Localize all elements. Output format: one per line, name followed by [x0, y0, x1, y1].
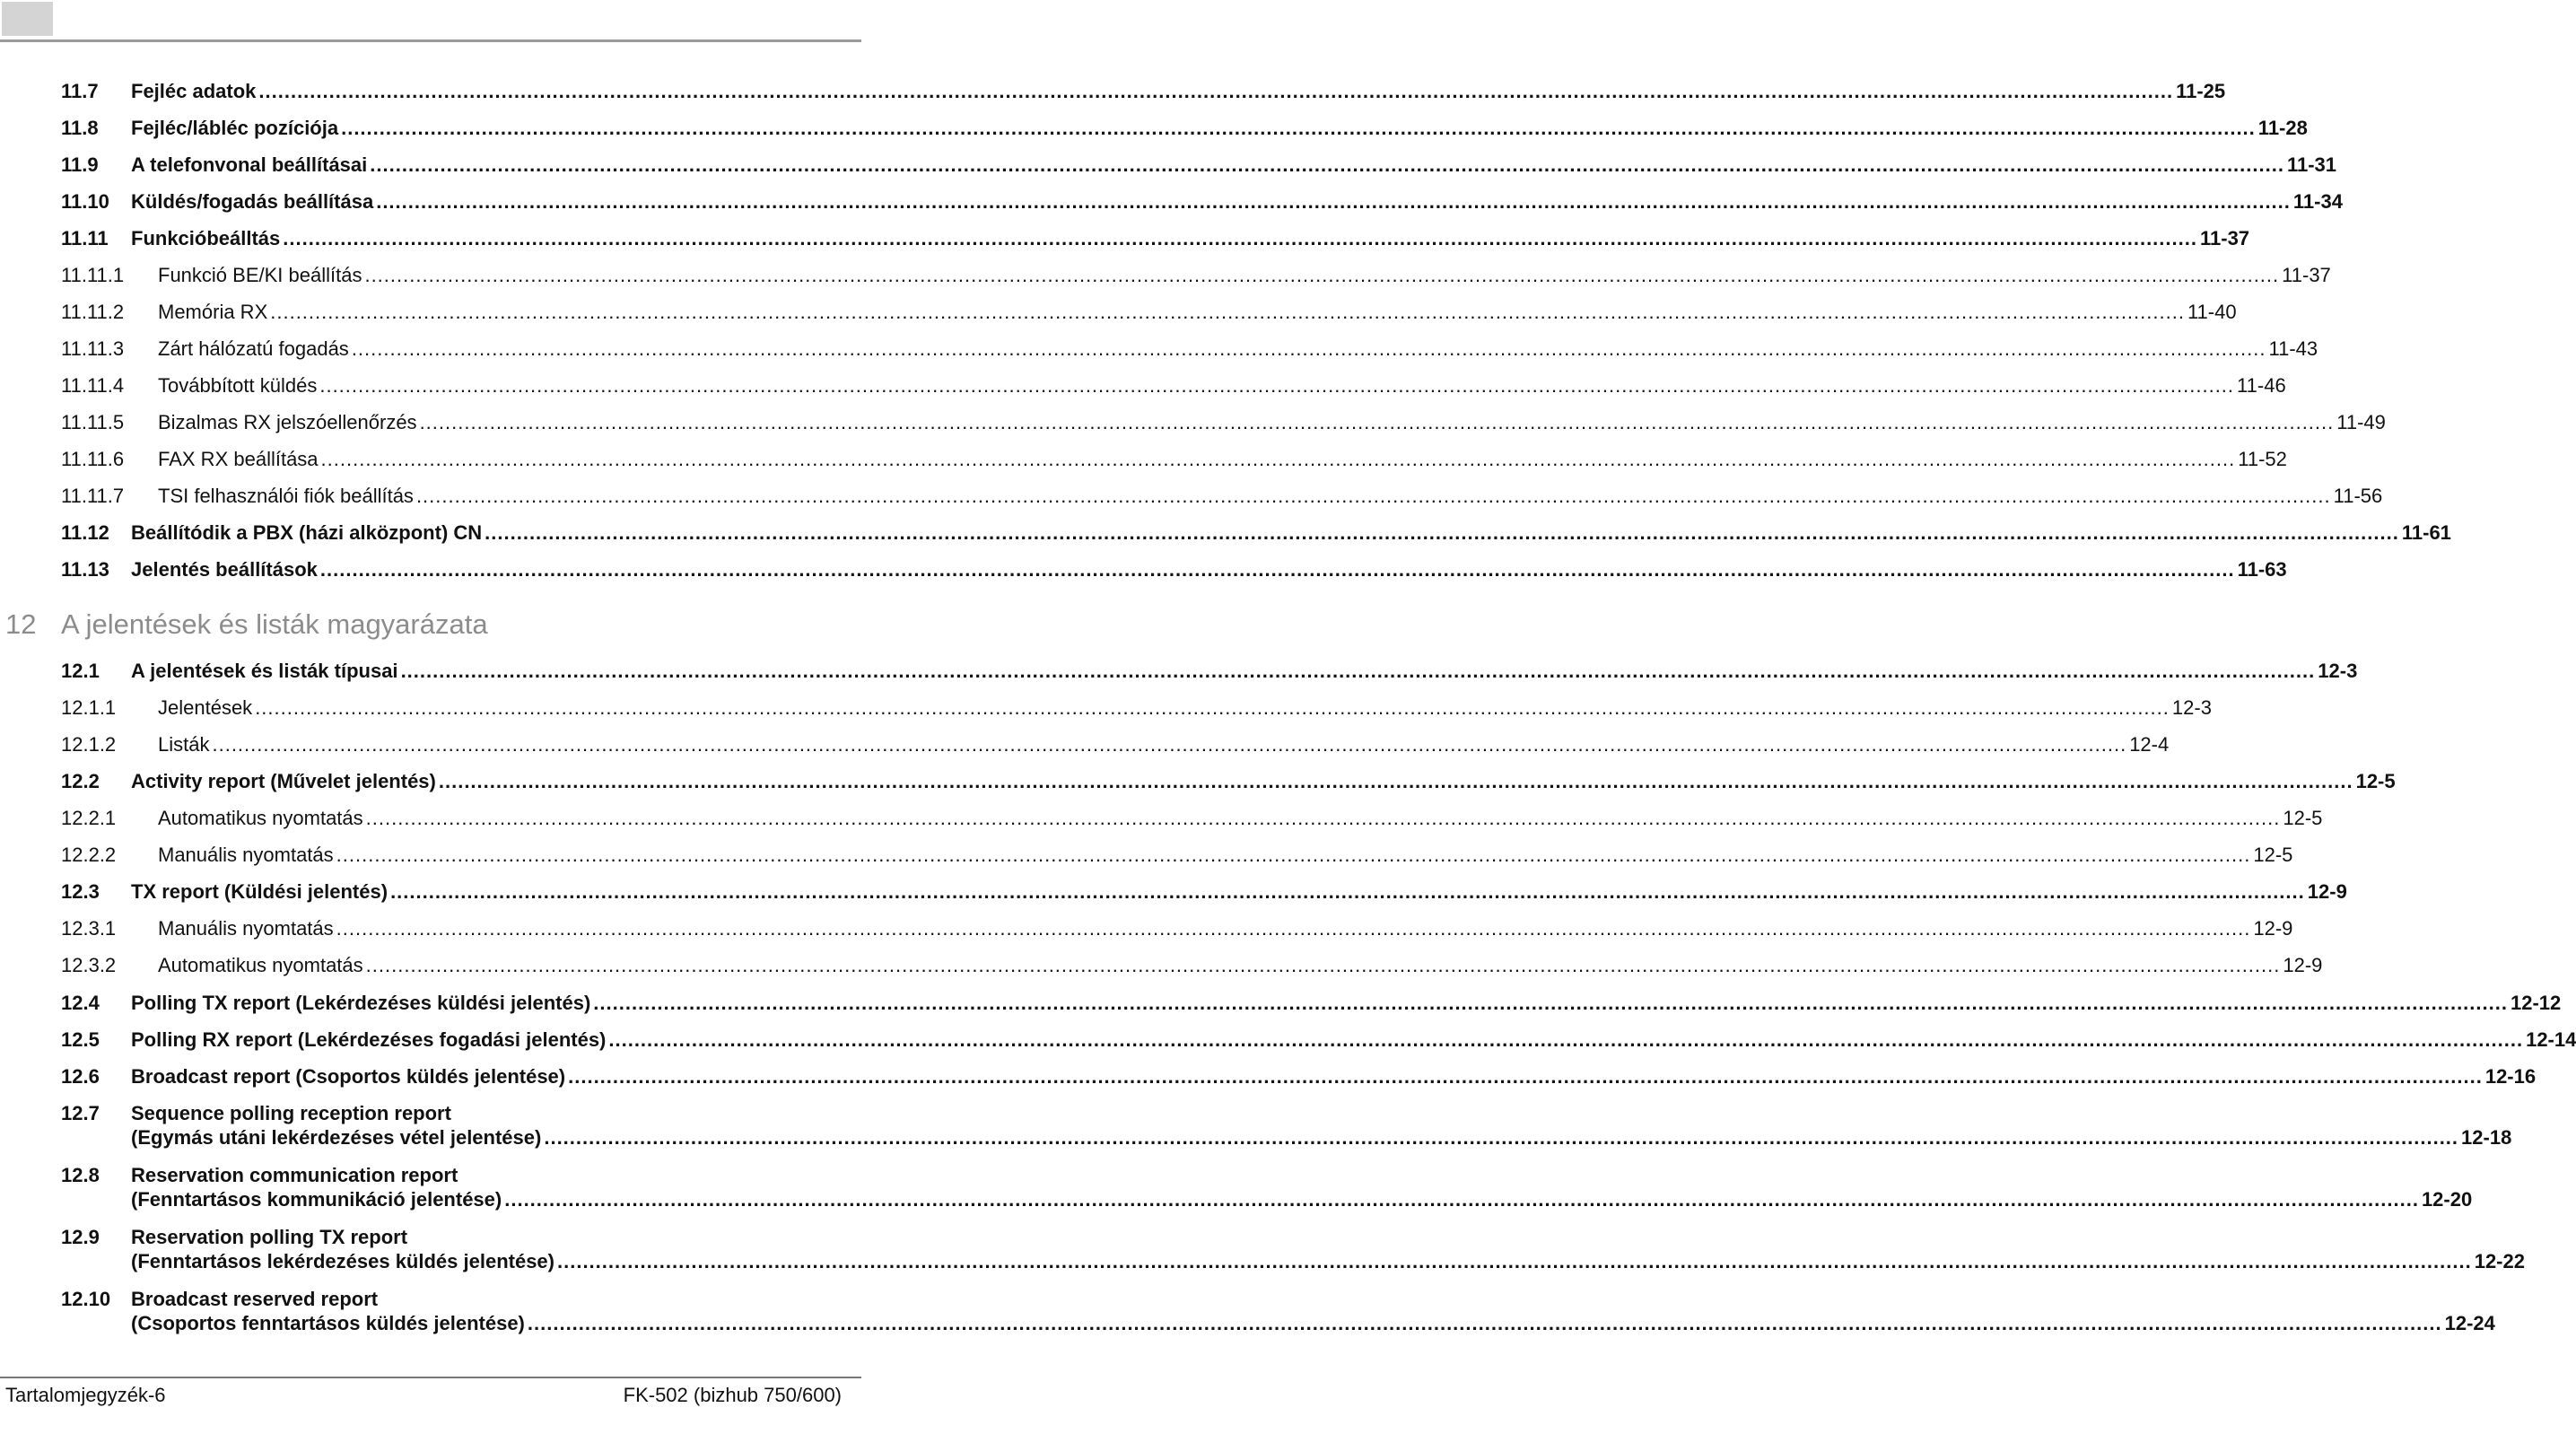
toc-number: 12.9 — [61, 1226, 100, 1248]
toc-page: 12-14 — [2526, 1028, 2576, 1051]
toc-number: 12.10 — [61, 1288, 111, 1310]
toc-entry-12-5[interactable] — [61, 1027, 2576, 1052]
corner-tab — [2, 2, 53, 36]
toc-page: 12-18 — [2461, 1126, 2512, 1149]
toc-entry-12-1-1[interactable] — [61, 695, 2212, 720]
toc-entry-11-12[interactable] — [61, 520, 2451, 545]
toc-page: 12-5 — [2283, 807, 2323, 829]
toc-entry-11-8[interactable] — [61, 116, 2308, 140]
toc-page: 11-52 — [2238, 448, 2287, 470]
toc-title: Funkcióbeálltás — [131, 227, 281, 249]
toc-number: 11.10 — [61, 190, 109, 213]
toc-number: 12.2 — [61, 770, 100, 792]
toc-page: 12-24 — [2444, 1312, 2495, 1334]
footer-page-label: Tartalomjegyzék-6 — [5, 1384, 166, 1406]
toc-leader: ............................................................................................................................................................................................................................................................................................................ — [504, 1188, 2419, 1211]
toc-leader: ............................................................................................................................................................................................................................................................................................................ — [320, 448, 2236, 470]
toc-page: 12-4 — [2129, 733, 2170, 756]
toc-leader: ............................................................................................................................................................................................................................................................................................................ — [212, 733, 2127, 756]
toc-leader: ............................................................................................................................................................................................................................................................................................................ — [365, 807, 2281, 829]
toc-entry-11-11-1[interactable] — [61, 263, 2331, 287]
toc-page: 11-40 — [2187, 301, 2237, 323]
toc-title: (Fenntartásos kommunikáció jelentése) — [131, 1188, 502, 1211]
toc-page: 12-9 — [2307, 880, 2347, 903]
toc-leader: ............................................................................................................................................................................................................................................................................................................ — [557, 1250, 2472, 1272]
toc-entry-12-3[interactable] — [61, 879, 2347, 904]
toc-page: 11-37 — [2282, 264, 2331, 286]
toc-number: 12.3.2 — [61, 954, 117, 976]
toc-title: Listák — [158, 733, 210, 756]
toc-title: FAX RX beállítása — [158, 448, 319, 470]
toc-leader: ............................................................................................................................................................................................................................................................................................................ — [336, 844, 2251, 866]
toc-number: 12.1.1 — [61, 696, 117, 719]
toc-title: Manuális nyomtatás — [158, 844, 334, 866]
footer-product-name: FK-502 (bizhub 750/600) — [623, 1384, 842, 1406]
toc-leader: ............................................................................................................................................................................................................................................................................................................ — [415, 485, 2331, 507]
toc-title: Memória RX — [158, 301, 268, 323]
toc-number: 12.6 — [61, 1065, 100, 1088]
toc-title: Zárt hálózatú fogadás — [158, 337, 349, 360]
toc-page: 11-49 — [2336, 411, 2386, 433]
toc-number: 12.3.1 — [61, 917, 117, 940]
chapter-number: 12 — [5, 608, 37, 640]
toc-title: Automatikus nyomtatás — [158, 954, 363, 976]
toc-page: 12-3 — [2171, 696, 2212, 719]
toc-number: 12.4 — [61, 992, 100, 1014]
toc-page: 11-63 — [2237, 558, 2287, 581]
toc-number: 11.7 — [61, 80, 99, 102]
toc-title: A jelentések és listák típusai — [131, 660, 398, 682]
toc-leader: ............................................................................................................................................................................................................................................................................................................ — [544, 1126, 2459, 1149]
toc-title-line1: Sequence polling reception report — [131, 1102, 451, 1124]
toc-leader: ............................................................................................................................................................................................................................................................................................................ — [365, 954, 2281, 976]
toc-page: 11-56 — [2333, 485, 2383, 507]
toc-number: 11.11.4 — [61, 374, 125, 397]
toc-title: Polling RX report (Lekérdezéses fogadási jelentés) — [131, 1028, 607, 1051]
toc-number: 12.1 — [61, 660, 100, 682]
toc-title: TSI felhasználói fiók beállítás — [158, 485, 414, 507]
toc-leader: ............................................................................................................................................................................................................................................................................................................ — [319, 558, 2235, 581]
toc-entry-11-11[interactable] — [61, 226, 2250, 250]
toc-entry-12-9[interactable] — [61, 1225, 2525, 1273]
toc-page: 11-31 — [2286, 153, 2337, 176]
toc-entry-11-11-3[interactable] — [61, 337, 2318, 361]
toc-number: 11.11 — [61, 227, 109, 249]
toc-title: Továbbított küldés — [158, 374, 318, 397]
toc-entry-12-3-2[interactable] — [61, 953, 2323, 977]
toc-entry-12-6[interactable] — [61, 1064, 2537, 1089]
toc-page: 11-61 — [2401, 521, 2451, 544]
toc-title: Küldés/fogadás beállítása — [131, 190, 374, 213]
toc-number: 12.5 — [61, 1028, 100, 1051]
toc-number: 12.2.2 — [61, 844, 117, 866]
toc-page: 12-22 — [2474, 1250, 2525, 1272]
toc-entry-12-2[interactable] — [61, 769, 2396, 793]
toc-number: 11.11.3 — [61, 337, 125, 360]
toc-page: 11-37 — [2199, 227, 2250, 249]
toc-entry-11-13[interactable] — [61, 557, 2287, 581]
toc-entry-12-8[interactable] — [61, 1163, 2473, 1211]
toc-entry-11-11-5[interactable] — [61, 410, 2386, 434]
toc-number: 12.7 — [61, 1102, 100, 1124]
toc-entry-11-9[interactable] — [61, 153, 2337, 177]
toc-page: 11-25 — [2176, 80, 2226, 102]
toc-entry-12-1-2[interactable] — [61, 732, 2170, 756]
toc-leader: ............................................................................................................................................................................................................................................................................................................ — [370, 153, 2284, 176]
toc-page: 12-12 — [2510, 992, 2562, 1014]
toc-title: Fejléc adatok — [131, 80, 257, 102]
toc-title: (Csoportos fenntartásos küldés jelentése) — [131, 1312, 525, 1334]
toc-number: 11.9 — [61, 153, 99, 176]
toc-page: 12-9 — [2253, 917, 2293, 940]
toc-leader: ............................................................................................................................................................................................................................................................................................................ — [336, 917, 2251, 940]
toc-leader: ............................................................................................................................................................................................................................................................................................................ — [283, 227, 2197, 249]
toc-number: 12.3 — [61, 880, 100, 903]
toc-entry-11-11-6[interactable] — [61, 447, 2287, 471]
toc-number: 11.8 — [61, 117, 99, 139]
toc-title: Automatikus nyomtatás — [158, 807, 363, 829]
toc-leader: ............................................................................................................................................................................................................................................................................................................ — [608, 1028, 2524, 1051]
toc-page: 11-43 — [2268, 337, 2318, 360]
toc-leader: ............................................................................................................................................................................................................................................................................................................ — [258, 80, 2174, 102]
toc-number: 11.11.5 — [61, 411, 125, 433]
toc-entry-12-4[interactable] — [61, 991, 2562, 1015]
toc-page: 12-3 — [2318, 660, 2358, 682]
toc-entry-11-11-7[interactable] — [61, 484, 2383, 508]
toc-number: 11.12 — [61, 521, 109, 544]
toc-number: 11.11.7 — [61, 485, 125, 507]
toc-leader: ............................................................................................................................................................................................................................................................................................................ — [568, 1065, 2483, 1088]
toc-number: 12.1.2 — [61, 733, 117, 756]
toc-number: 11.11.1 — [61, 264, 125, 286]
toc-entry-12-1[interactable] — [61, 659, 2358, 683]
toc-title: Funkció BE/KI beállítás — [158, 264, 362, 286]
toc-title: Broadcast report (Csoportos küldés jelentése) — [131, 1065, 566, 1088]
toc-title: Manuális nyomtatás — [158, 917, 334, 940]
toc-title: Bizalmas RX jelszóellenőrzés — [158, 411, 417, 433]
toc-title-line1: Reservation communication report — [131, 1164, 458, 1186]
toc-leader: ............................................................................................................................................................................................................................................................................................................ — [351, 337, 2266, 360]
toc-title: Jelentések — [158, 696, 253, 719]
toc-title: Jelentés beállítások — [131, 558, 318, 581]
toc-entry-11-11-2[interactable] — [61, 300, 2237, 324]
toc-number: 12.2.1 — [61, 807, 117, 829]
toc-leader: ............................................................................................................................................................................................................................................................................................................ — [255, 696, 2170, 719]
toc-leader: ............................................................................................................................................................................................................................................................................................................ — [527, 1312, 2442, 1334]
toc-title: Activity report (Művelet jelentés) — [131, 770, 436, 792]
toc-title: Polling TX report (Lekérdezéses küldési jelentés) — [131, 992, 591, 1014]
toc-entry-11-10[interactable] — [61, 189, 2343, 214]
toc-title: A telefonvonal beállításai — [131, 153, 368, 176]
toc-leader: ............................................................................................................................................................................................................................................................................................................ — [364, 264, 2280, 286]
toc-title: (Egymás utáni lekérdezéses vétel jelentése) — [131, 1126, 542, 1149]
toc-title-line1: Reservation polling TX report — [131, 1226, 408, 1248]
toc-page: 11-34 — [2292, 190, 2343, 213]
toc-number: 11.11.2 — [61, 301, 125, 323]
toc-page: 12-5 — [2355, 770, 2396, 792]
toc-leader: ............................................................................................................................................................................................................................................................................................................ — [341, 117, 2256, 139]
toc-leader: ............................................................................................................................................................................................................................................................................................................ — [376, 190, 2291, 213]
toc-entry-12-3-1[interactable] — [61, 916, 2293, 940]
toc-leader: ............................................................................................................................................................................................................................................................................................................ — [593, 992, 2508, 1014]
toc-page: 12-9 — [2283, 954, 2323, 976]
toc-leader: ............................................................................................................................................................................................................................................................................................................ — [419, 411, 2335, 433]
toc-leader: ............................................................................................................................................................................................................................................................................................................ — [390, 880, 2305, 903]
toc-entry-11-7[interactable] — [61, 79, 2226, 103]
toc-leader: ............................................................................................................................................................................................................................................................................................................ — [319, 374, 2235, 397]
toc-leader: ............................................................................................................................................................................................................................................................................................................ — [270, 301, 2185, 323]
toc-leader: ............................................................................................................................................................................................................................................................................................................ — [400, 660, 2316, 682]
toc-entry-12-7[interactable] — [61, 1101, 2512, 1150]
toc-title: Fejléc/lábléc pozíciója — [131, 117, 339, 139]
toc-page: 11-46 — [2237, 374, 2286, 397]
toc-title-line1: Broadcast reserved report — [131, 1288, 379, 1310]
toc-page: 11-28 — [2257, 117, 2308, 139]
toc-page: 12-5 — [2253, 844, 2293, 866]
toc-number: 11.13 — [61, 558, 109, 581]
header-rule — [0, 39, 861, 42]
toc-page: 12-16 — [2484, 1065, 2537, 1088]
chapter-heading[interactable] — [5, 608, 813, 641]
toc-entry-12-10[interactable] — [61, 1287, 2495, 1335]
chapter-title: A jelentések és listák magyarázata — [61, 608, 488, 640]
toc-leader: ............................................................................................................................................................................................................................................................................................................ — [438, 770, 2353, 792]
toc-number: 11.11.6 — [61, 448, 125, 470]
toc-number: 12.8 — [61, 1164, 100, 1186]
toc-entry-12-2-2[interactable] — [61, 843, 2293, 867]
toc-leader: ............................................................................................................................................................................................................................................................................................................ — [485, 521, 2399, 544]
toc-page: 12-20 — [2421, 1188, 2473, 1211]
toc-title: (Fenntartásos lekérdezéses küldés jelentése) — [131, 1250, 554, 1272]
footer-rule — [0, 1377, 861, 1378]
toc-title: Beállítódik a PBX (házi alközpont) CN — [131, 521, 483, 544]
toc-entry-11-11-4[interactable] — [61, 373, 2286, 398]
toc-entry-12-2-1[interactable] — [61, 806, 2323, 830]
toc-title: TX report (Küldési jelentés) — [131, 880, 389, 903]
